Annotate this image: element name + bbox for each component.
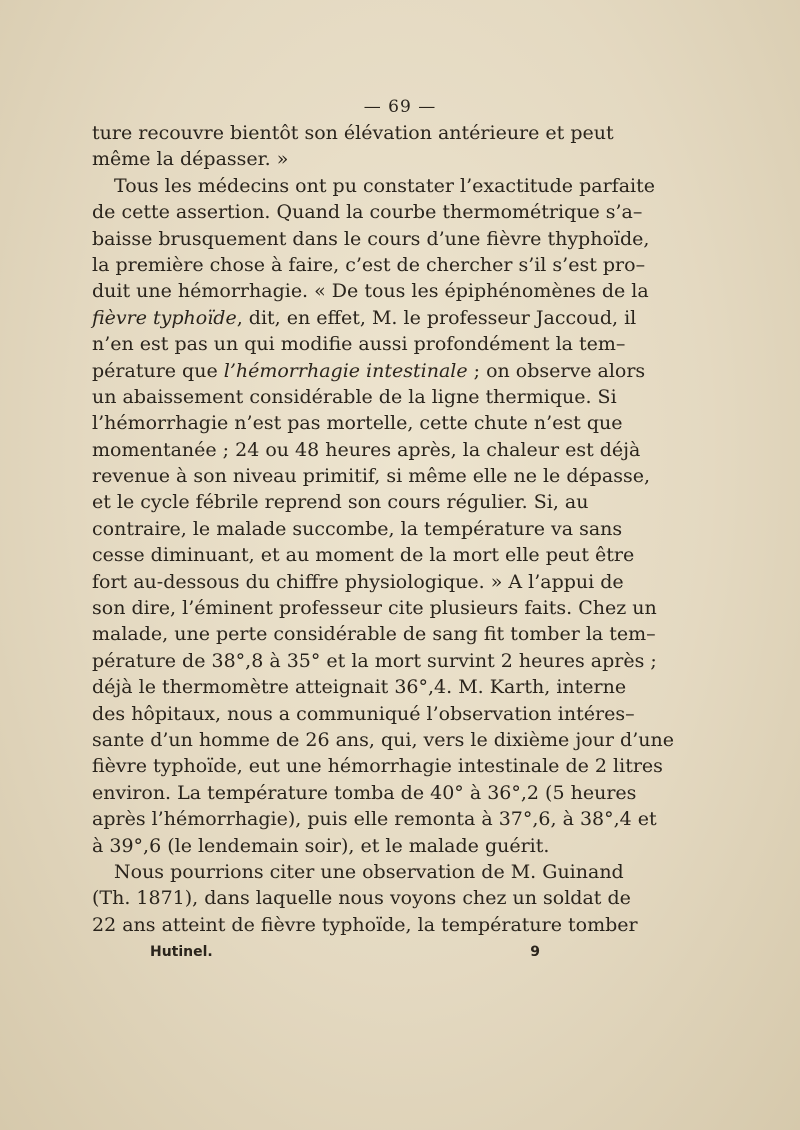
text-line: 22 ans atteint de fièvre typhoïde, la température tomber (92, 913, 638, 936)
text-line: duit une hémorrhagie. « De tous les épiphénomènes de la (92, 280, 649, 303)
text-line: la première chose à faire, c’est de chercher s’il s’est pro– (92, 253, 646, 276)
italic-term: fièvre typhoïde (92, 306, 237, 329)
text-segment: , dit, en effet, M. le professeur Jaccoud, il (236, 306, 637, 329)
text-line: Nous pourrions citer une observation de M. Guinand (114, 860, 624, 883)
text-line: sante d’un homme de 26 ans, qui, vers le dixième jour d’une (92, 728, 674, 751)
text-line: déjà le thermomètre atteignait 36°,4. M. Karth, interne (92, 676, 627, 699)
text-line: malade, une perte considérable de sang fit tomber la tem– (92, 623, 656, 646)
text-line: momentanée ; 24 ou 48 heures après, la chaleur est déjà (92, 438, 641, 461)
text-line (92, 305, 637, 331)
text-line: Tous les médecins ont pu constater l’exactitude parfaite (114, 174, 655, 197)
text-line: de cette assertion. Quand la courbe thermométrique s’a– (92, 201, 643, 224)
text-line: un abaissement considérable de la ligne thermique. Si (92, 385, 617, 408)
text-line: contraire, le malade succombe, la température va sans (92, 517, 623, 540)
text-line: après l’hémorrhagie), puis elle remonta à 37°,6, à 38°,4 et (92, 808, 657, 831)
italic-term: l’hémorrhagie intestinale (223, 359, 468, 382)
text-line: ture recouvre bientôt son élévation antérieure et peut (92, 122, 614, 144)
text-line (92, 358, 646, 384)
text-line: fort au-dessous du chiffre physiologique. » A l’appui de (92, 570, 624, 593)
text-line: son dire, l’éminent professeur cite plusieurs faits. Chez un (92, 597, 657, 620)
text-segment: ; on observe alors (467, 359, 646, 382)
body-text (92, 120, 674, 938)
text-segment: pérature que (92, 359, 224, 382)
text-line: environ. La température tomba de 40° à 36°,2 (5 heures (92, 781, 637, 804)
text-line: l’hémorrhagie n’est pas mortelle, cette chute n’est que (92, 412, 623, 435)
text-line: n’en est pas un qui modifie aussi profondément la tem– (92, 333, 626, 356)
page-number: — 69 — (363, 97, 437, 117)
text-line: cesse diminuant, et au moment de la mort elle peut être (92, 544, 635, 567)
text-line: pérature de 38°,8 à 35° et la mort survint 2 heures après ; (92, 649, 657, 672)
text-line: à 39°,6 (le lendemain soir), et le malade guérit. (92, 834, 550, 857)
text-line: (Th. 1871), dans laquelle nous voyons chez un soldat de (92, 887, 631, 910)
text-line: des hôpitaux, nous a communiqué l’observation intéres– (92, 702, 635, 725)
text-line: revenue à son niveau primitif, si même elle ne le dépasse, (92, 465, 651, 488)
text-line: fièvre typhoïde, eut une hémorrhagie intestinale de 2 litres (92, 755, 663, 778)
signature-mark: 9 (530, 944, 540, 960)
footer-author: Hutinel. (150, 944, 213, 960)
text-line: et le cycle fébrile reprend son cours régulier. Si, au (92, 491, 589, 514)
text-line: même la dépasser. » (92, 148, 289, 171)
text-line: baisse brusquement dans le cours d’une fièvre thyphoïde, (92, 227, 650, 250)
page-footer (150, 944, 540, 960)
